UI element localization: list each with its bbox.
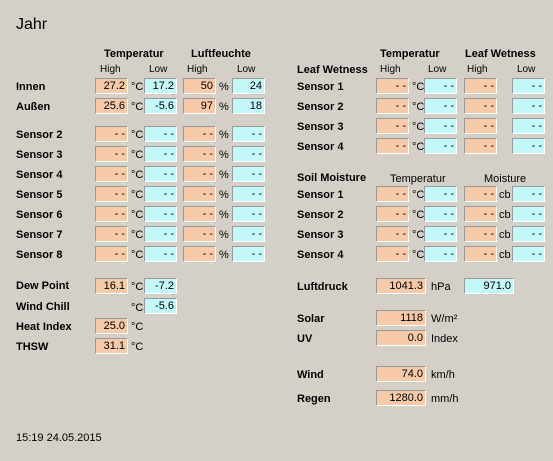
temp-high-header: High [100,64,121,75]
soil-moisture-unit: cb [499,209,511,221]
lw-low-field: - - [512,98,545,114]
wind-chill-unit: °C [131,302,144,314]
heat-index-label: Heat Index [16,321,72,333]
solar-label: Solar [297,313,325,325]
temp-high-field: - - [95,246,128,262]
soil-temp-unit: °C [412,229,425,241]
hum-unit: % [219,249,229,261]
lw-temp-low-field: - - [424,98,457,114]
thsw-label: THSW [16,341,49,353]
lw-high-field: - - [464,98,497,114]
soil-moisture-field: - - [464,206,497,222]
sensor-row-label: Sensor 4 [16,169,63,181]
uv-label: UV [297,333,313,345]
temp-high-field: - - [95,206,128,222]
soil-moisture-field: - - [464,246,497,262]
lw-temp-high-field: - - [376,138,409,154]
sensor-row-label: Sensor 3 [16,149,63,161]
lw-high-header: High [467,64,488,75]
hum-unit: % [219,129,229,141]
dew-point-unit: °C [131,281,144,293]
heat-index-unit: °C [131,321,144,333]
soil-moisture-field: - - [464,186,497,202]
lw-temp-unit: °C [412,101,425,113]
lw-low-field: - - [512,78,545,94]
temp-high-field: - - [95,166,128,182]
sensor-row-label: Außen [16,101,51,113]
hum-low-field: - - [232,226,265,242]
hum-low-field: - - [232,186,265,202]
sensor-row-label: Innen [16,81,46,93]
temp-unit: °C [131,129,144,141]
rain-value: 1280.0 [376,390,426,406]
lw-temp-low-field: - - [424,138,457,154]
temp-low-field: - - [144,226,177,242]
soil-moisture-unit: cb [499,229,511,241]
lw-temperature-header: Temperatur [380,48,440,60]
lw-temp-unit: °C [412,121,425,133]
wind-chill-label: Wind Chill [16,301,70,313]
hum-unit: % [219,149,229,161]
soil-row-label: Sensor 4 [297,249,344,261]
lw-temp-high-header: High [380,64,401,75]
soil-temp-low-field: - - [424,246,457,262]
sensor-row-label: Sensor 2 [16,129,63,141]
soil-row-label: Sensor 3 [297,229,344,241]
thsw-high: 31.1 [95,338,128,354]
hum-high-field: 50 [183,78,216,94]
temp-unit: °C [131,249,144,261]
soil-moisture-unit: cb [499,249,511,261]
temp-low-field: - - [144,246,177,262]
lw-low-field: - - [512,118,545,134]
temp-low-field: - - [144,206,177,222]
hum-low-header: Low [237,64,256,75]
page-title: Jahr [16,16,48,33]
lw-temp-high-field: - - [376,118,409,134]
temp-low-header: Low [149,64,168,75]
hum-low-field: - - [232,146,265,162]
sensor-row-label: Sensor 5 [16,189,63,201]
temp-unit: °C [131,169,144,181]
pressure-unit: hPa [431,281,451,293]
temp-unit: °C [131,209,144,221]
temp-high-field: - - [95,186,128,202]
wind-unit: km/h [431,369,455,381]
heat-index-high: 25.0 [95,318,128,334]
lw-low-header: Low [517,64,536,75]
hum-high-field: - - [183,226,216,242]
leaf-wetness-header: Leaf Wetness [465,48,536,60]
temp-low-field: - - [144,146,177,162]
hum-unit: % [219,209,229,221]
hum-high-header: High [187,64,208,75]
lw-high-field: - - [464,78,497,94]
wind-chill-low: -5.6 [144,298,177,314]
sensor-row-label: Sensor 8 [16,249,63,261]
hum-unit: % [219,189,229,201]
temp-unit: °C [131,101,144,113]
lw-low-field: - - [512,138,545,154]
rain-unit: mm/h [431,393,459,405]
uv-unit: Index [431,333,458,345]
pressure-high: 1041.3 [376,278,426,294]
temp-high-field: - - [95,126,128,142]
temp-unit: °C [131,189,144,201]
lw-row-label: Sensor 4 [297,141,344,153]
sensor-row-label: Sensor 6 [16,209,63,221]
temp-unit: °C [131,149,144,161]
soil-temp-field: - - [376,246,409,262]
soil-moisture-low-field: - - [512,246,545,262]
lw-row-label: Sensor 3 [297,121,344,133]
soil-temp-unit: °C [412,189,425,201]
temp-low-field: - - [144,126,177,142]
temperature-header: Temperatur [104,48,164,60]
temp-unit: °C [131,81,144,93]
soil-temp-low-field: - - [424,206,457,222]
dew-point-low: -7.2 [144,278,177,294]
soil-temp-field: - - [376,186,409,202]
soil-moisture-section-title: Soil Moisture [297,172,367,184]
hum-low-field: - - [232,206,265,222]
temp-high-field: 27.2 [95,78,128,94]
pressure-low: 971.0 [464,278,514,294]
lw-temp-high-field: - - [376,98,409,114]
soil-moisture-unit: cb [499,189,511,201]
uv-value: 0.0 [376,330,426,346]
soil-row-label: Sensor 2 [297,209,344,221]
lw-temp-low-field: - - [424,118,457,134]
soil-temp-unit: °C [412,209,425,221]
lw-row-label: Sensor 2 [297,101,344,113]
sensor-row-label: Sensor 7 [16,229,63,241]
hum-unit: % [219,101,229,113]
soil-temp-header: Temperatur [390,173,446,185]
lw-high-field: - - [464,138,497,154]
hum-low-field: 24 [232,78,265,94]
rain-label: Regen [297,393,331,405]
soil-moisture-header: Moisture [484,173,527,185]
temp-high-field: - - [95,146,128,162]
hum-high-field: - - [183,206,216,222]
wind-value: 74.0 [376,366,426,382]
hum-low-field: - - [232,246,265,262]
lw-temp-unit: °C [412,141,425,153]
solar-value: 1118 [376,310,426,326]
hum-low-field: - - [232,126,265,142]
lw-high-field: - - [464,118,497,134]
temp-unit: °C [131,229,144,241]
temp-low-field: - - [144,166,177,182]
soil-moisture-low-field: - - [512,226,545,242]
wind-label: Wind [297,369,324,381]
humidity-header: Luftfeuchte [191,48,251,60]
hum-low-field: 18 [232,98,265,114]
dew-point-high: 16.1 [95,278,128,294]
leaf-wetness-section-title: Leaf Wetness [297,64,368,76]
lw-temp-unit: °C [412,81,425,93]
soil-row-label: Sensor 1 [297,189,344,201]
soil-temp-low-field: - - [424,186,457,202]
temp-low-field: -5.6 [144,98,177,114]
hum-high-field: 97 [183,98,216,114]
hum-low-field: - - [232,166,265,182]
pressure-label: Luftdruck [297,281,348,293]
hum-unit: % [219,229,229,241]
thsw-unit: °C [131,341,144,353]
lw-temp-low-header: Low [428,64,447,75]
hum-high-field: - - [183,186,216,202]
hum-unit: % [219,169,229,181]
lw-row-label: Sensor 1 [297,81,344,93]
hum-high-field: - - [183,246,216,262]
soil-moisture-field: - - [464,226,497,242]
soil-temp-low-field: - - [424,226,457,242]
soil-moisture-low-field: - - [512,186,545,202]
soil-temp-unit: °C [412,249,425,261]
hum-high-field: - - [183,126,216,142]
temp-low-field: 17.2 [144,78,177,94]
temp-high-field: 25.6 [95,98,128,114]
hum-high-field: - - [183,166,216,182]
hum-unit: % [219,81,229,93]
soil-moisture-low-field: - - [512,206,545,222]
lw-temp-low-field: - - [424,78,457,94]
timestamp: 15:19 24.05.2015 [16,432,102,444]
soil-temp-field: - - [376,226,409,242]
lw-temp-high-field: - - [376,78,409,94]
temp-low-field: - - [144,186,177,202]
solar-unit: W/m² [431,313,458,325]
soil-temp-field: - - [376,206,409,222]
hum-high-field: - - [183,146,216,162]
temp-high-field: - - [95,226,128,242]
dew-point-label: Dew Point [16,280,70,292]
